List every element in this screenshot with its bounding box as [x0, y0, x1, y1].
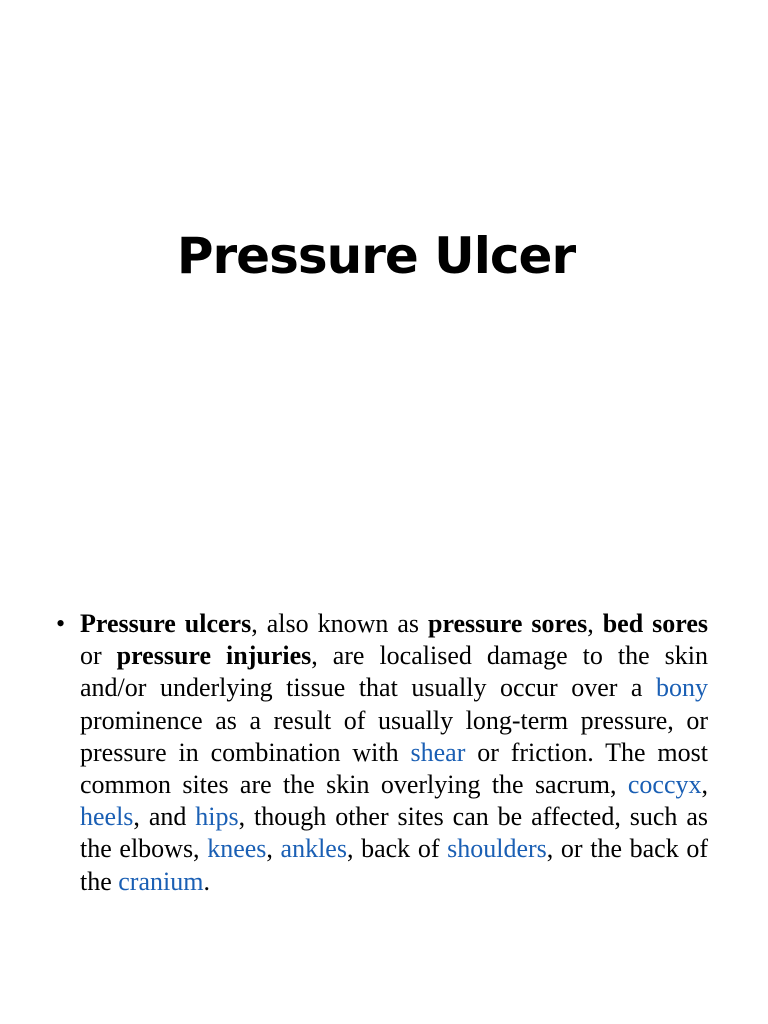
- text-segment: ,: [266, 834, 281, 864]
- link-knees[interactable]: knees: [207, 834, 267, 864]
- bullet-list: [56, 608, 708, 898]
- text-segment: prominence as a result of usually long-term pressure, or pressure in combination with: [80, 705, 708, 767]
- bullet-text: [80, 609, 708, 896]
- text-segment: .: [203, 866, 210, 896]
- text-segment: , and: [133, 802, 196, 832]
- bullet-item: [56, 608, 708, 898]
- link-hips[interactable]: hips: [195, 802, 239, 832]
- link-shear[interactable]: shear: [410, 737, 466, 767]
- text-segment: or friction. The most common sites are the skin overlying the sacrum,: [80, 737, 708, 800]
- slide-title: Pressure Ulcer: [176, 227, 576, 285]
- link-ankles[interactable]: ankles: [280, 834, 347, 864]
- term-pressure-sores: pressure sores: [427, 609, 588, 638]
- term-bed-sores: bed sores: [602, 609, 708, 638]
- text-segment: , are localised damage to the skin and/or underlying tissue that usually occur over a: [80, 641, 708, 703]
- text-segment: , though other sites can be affected, such as the elbows,: [80, 802, 708, 864]
- term-pressure-ulcers: Pressure ulcers: [80, 609, 252, 638]
- link-coccyx[interactable]: coccyx: [627, 770, 702, 800]
- text-segment: ,: [701, 770, 708, 800]
- text-segment: , back of: [346, 834, 448, 864]
- bullet-icon: •: [56, 609, 66, 638]
- link-shoulders[interactable]: shoulders: [447, 834, 547, 864]
- text-segment: ,: [587, 609, 603, 638]
- text-segment: or: [80, 641, 117, 671]
- link-cranium[interactable]: cranium: [118, 866, 204, 896]
- text-segment: , or the back of the: [80, 834, 709, 896]
- text-segment: , also known as: [251, 609, 428, 638]
- term-pressure-injuries: pressure injuries: [116, 641, 312, 671]
- link-bony[interactable]: bony: [656, 673, 708, 703]
- link-heels[interactable]: heels: [80, 802, 134, 832]
